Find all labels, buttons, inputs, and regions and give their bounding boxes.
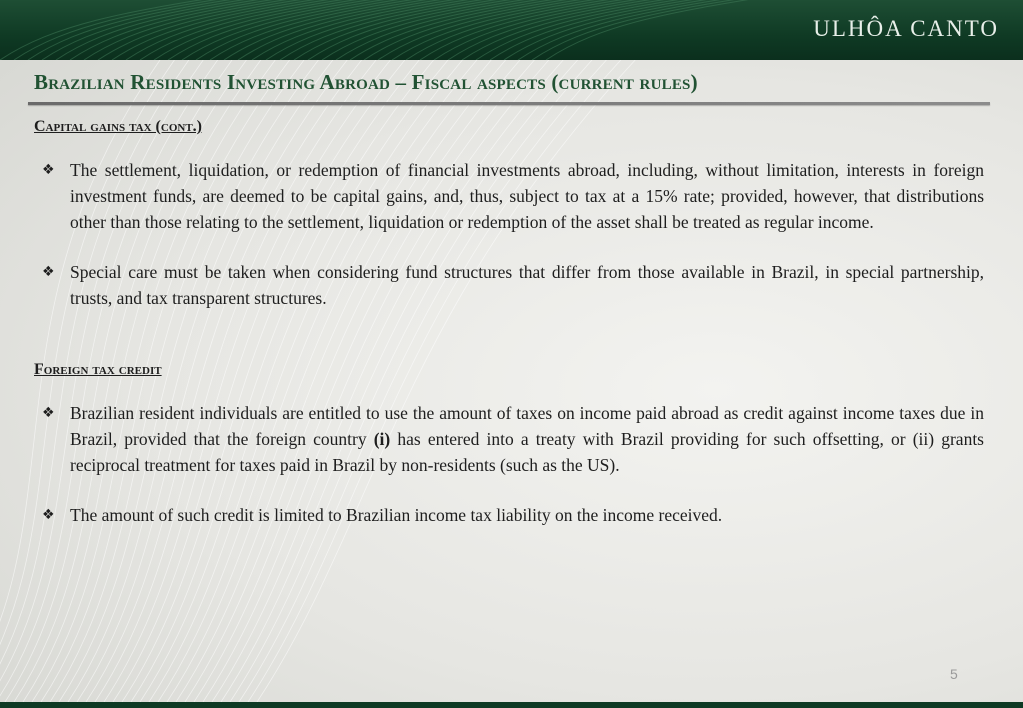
- bullet-text: The amount of such credit is limited to Brazilian income tax liability on the income received.: [70, 505, 723, 525]
- section-heading-foreign-tax-credit: Foreign tax credit: [34, 361, 162, 378]
- diamond-bullet-icon: ❖: [42, 405, 55, 421]
- header-band: [0, 0, 1023, 60]
- bullet-item: [34, 259, 984, 311]
- bullet-item: [34, 502, 984, 528]
- company-logo: ULHÔA CANTO: [813, 16, 999, 41]
- diamond-bullet-icon: ❖: [42, 162, 55, 178]
- bullet-item: [34, 400, 984, 478]
- bullet-text: Special care must be taken when considering fund structures that differ from those available in Brazil, in special partnership, trusts, and tax transparent structures.: [70, 262, 984, 308]
- section-heading-capital-gains: Capital gains tax (cont.): [34, 118, 202, 135]
- diamond-bullet-icon: ❖: [42, 507, 55, 523]
- bullet-text-part: has entered into a treaty with Brazil providing for such offsetting, or (ii) grants reciprocal treatment for taxes paid in Brazil by non-residents (such as the US).: [70, 429, 984, 475]
- page-number: 5: [950, 666, 958, 682]
- bullet-text-part: Brazilian resident individuals are entitled to use the amount of taxes on income paid abroad as credit against income taxes due in Brazil, provided that the foreign country: [70, 403, 984, 449]
- bullet-text: [70, 403, 984, 475]
- slide-content: [34, 118, 984, 528]
- bullet-text-bold: (i): [373, 429, 391, 449]
- title-divider: [28, 102, 990, 105]
- diamond-bullet-icon: ❖: [42, 264, 55, 280]
- slide-title: Brazilian Residents Investing Abroad – Fiscal aspects (current rules): [34, 70, 698, 94]
- bullet-text: The settlement, liquidation, or redemption of financial investments abroad, including, without limitation, interests in foreign investment funds, are deemed to be capital gains, and, thus, subject to tax at a 15% rate; provided, however, that distributions other than those relating to the settlement, liquidation or redemption of the asset shall be treated as regular income.: [70, 160, 984, 232]
- bullet-item: [34, 157, 984, 235]
- footer-band: [0, 702, 1023, 708]
